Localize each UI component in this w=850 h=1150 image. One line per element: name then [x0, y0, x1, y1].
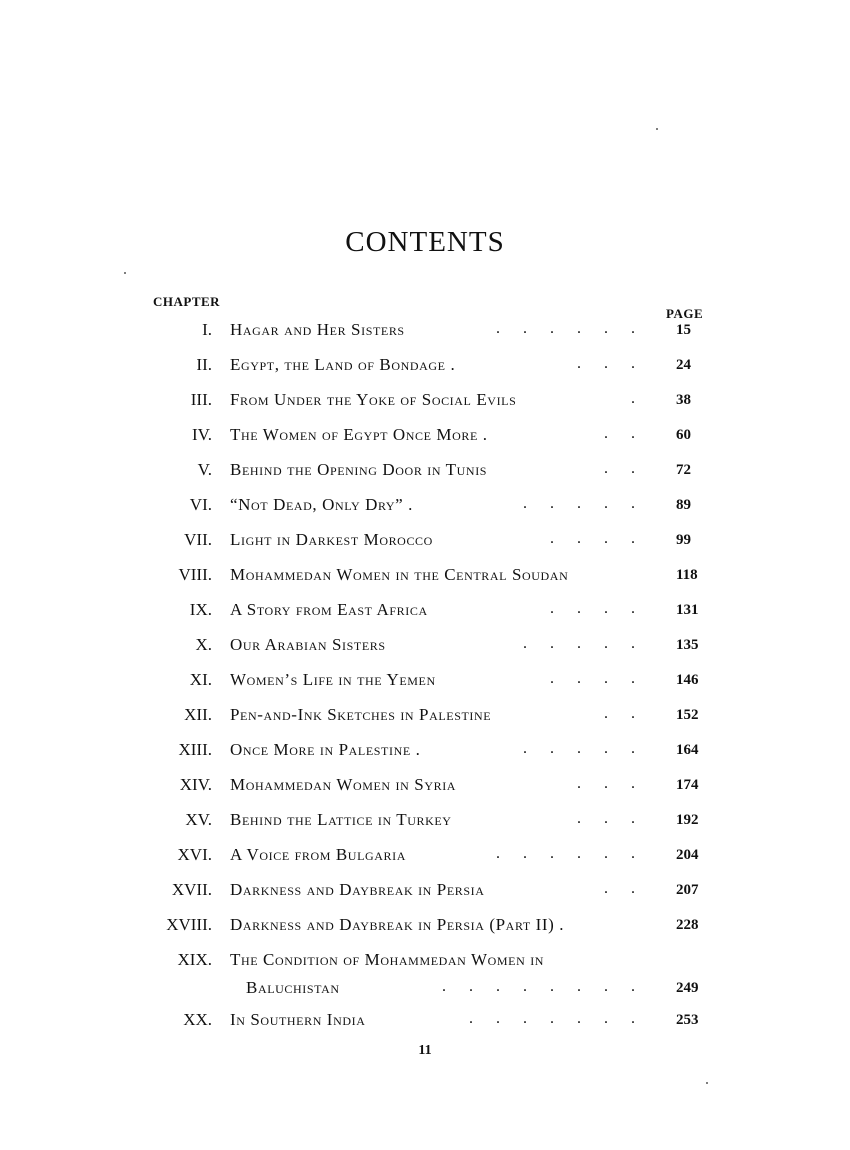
chapter-title: Our Arabian Sisters — [230, 635, 386, 654]
chapter-number: VI. — [189, 495, 212, 514]
page-number: 253 — [676, 1012, 699, 1028]
page-number: 192 — [676, 812, 699, 828]
chapter-title: Once More in Palestine . — [230, 740, 421, 759]
chapter-title: A Voice from Bulgaria — [230, 845, 407, 864]
toc-entry — [0, 845, 850, 875]
leader-dots: ... — [577, 355, 658, 372]
chapter-title: Behind the Opening Door in Tunis — [230, 460, 488, 479]
page-number: 118 — [676, 567, 698, 583]
toc-entry — [0, 600, 850, 630]
toc-entry — [0, 705, 850, 735]
chapter-number: XI. — [189, 670, 212, 689]
chapter-number: III. — [190, 390, 212, 409]
chapter-title: Women’s Life in the Yemen — [230, 670, 436, 689]
toc-entry — [0, 810, 850, 840]
toc-entry — [0, 390, 850, 420]
chapter-number: XIV. — [179, 775, 212, 794]
chapter-title: Mohammedan Women in Syria — [230, 775, 457, 794]
scan-speck — [706, 1082, 708, 1084]
chapter-number: XIX. — [177, 950, 212, 969]
chapter-column-heading: CHAPTER — [153, 294, 221, 309]
toc-entry — [0, 355, 850, 385]
page-number: 24 — [676, 357, 691, 373]
chapter-title: Hagar and Her Sisters — [230, 320, 405, 339]
leader-dots: .. — [604, 460, 658, 477]
leader-dots: ....... — [469, 1010, 658, 1027]
page-number: 146 — [676, 672, 699, 688]
page-title: CONTENTS — [345, 226, 505, 258]
page-column-heading: PAGE — [666, 306, 704, 321]
page-number: 72 — [676, 462, 691, 478]
leader-dots: ..... — [523, 495, 658, 512]
toc-entry — [0, 460, 850, 490]
leader-dots: ..... — [523, 635, 658, 652]
page-number: 164 — [676, 742, 699, 758]
chapter-title: From Under the Yoke of Social Evils — [230, 390, 517, 409]
leader-dots: .. — [604, 880, 658, 897]
leader-dots: .... — [550, 600, 658, 617]
chapter-title: The Condition of Mohammedan Women in — [230, 950, 545, 969]
toc-entry — [0, 1010, 850, 1040]
page-number: 204 — [676, 847, 699, 863]
page-number: 131 — [676, 602, 699, 618]
chapter-number: V. — [197, 460, 212, 479]
toc-entry — [0, 950, 850, 980]
leader-dots: ..... — [523, 740, 658, 757]
page-number: 135 — [676, 637, 699, 653]
page-folio: 11 — [418, 1043, 432, 1058]
toc-entry — [0, 425, 850, 455]
chapter-title: Mohammedan Women in the Central Soudan — [230, 565, 569, 584]
toc-entry — [0, 495, 850, 525]
chapter-number: XIII. — [178, 740, 212, 759]
toc-entry — [0, 320, 850, 350]
leader-dots: ... — [577, 775, 658, 792]
leader-dots: ...... — [496, 845, 658, 862]
leader-dots: .. — [604, 425, 658, 442]
chapter-number: IX. — [189, 600, 212, 619]
leader-dots: .... — [550, 530, 658, 547]
leader-dots: ...... — [496, 320, 658, 337]
chapter-number: XVIII. — [166, 915, 212, 934]
scan-speck — [656, 128, 658, 130]
chapter-title: Egypt, the Land of Bondage . — [230, 355, 456, 374]
page-number: 15 — [676, 322, 691, 338]
chapter-title: Baluchistan — [246, 978, 340, 997]
page-number: 60 — [676, 427, 691, 443]
chapter-title: In Southern India — [230, 1010, 366, 1029]
chapter-number: XV. — [185, 810, 212, 829]
leader-dots: .... — [550, 670, 658, 687]
page-number: 152 — [676, 707, 699, 723]
page-number: 228 — [676, 917, 699, 933]
page-number: 207 — [676, 882, 699, 898]
toc-entry — [0, 670, 850, 700]
toc-entry — [0, 915, 850, 945]
chapter-title: Light in Darkest Morocco — [230, 530, 433, 549]
chapter-title: A Story from East Africa — [230, 600, 428, 619]
page-number: 174 — [676, 777, 699, 793]
chapter-title: The Women of Egypt Once More . — [230, 425, 488, 444]
leader-dots: .. — [604, 705, 658, 722]
chapter-number: XVII. — [171, 880, 212, 899]
chapter-number: XVI. — [177, 845, 212, 864]
chapter-number: VIII. — [178, 565, 212, 584]
page-number: 249 — [676, 980, 699, 996]
leader-dots: . — [631, 390, 658, 407]
toc-entry — [0, 775, 850, 805]
chapter-number: I. — [202, 320, 212, 339]
toc-entry — [0, 530, 850, 560]
chapter-number: IV. — [192, 425, 212, 444]
chapter-title: Darkness and Daybreak in Persia (Part II) . — [230, 915, 565, 934]
chapter-title: Darkness and Daybreak in Persia — [230, 880, 485, 899]
chapter-number: XX. — [183, 1010, 212, 1029]
chapter-number: VII. — [184, 530, 212, 549]
chapter-number: II. — [196, 355, 212, 374]
toc-entry-continuation — [0, 978, 850, 1008]
page-number: 89 — [676, 497, 691, 513]
chapter-title: “Not Dead, Only Dry” . — [230, 495, 414, 514]
chapter-title: Pen-and-Ink Sketches in Palestine — [230, 705, 492, 724]
leader-dots: ........ — [442, 978, 658, 995]
chapter-number: XII. — [184, 705, 212, 724]
toc-entry — [0, 635, 850, 665]
toc-entry — [0, 565, 850, 595]
page-number: 99 — [676, 532, 691, 548]
chapter-number: X. — [195, 635, 212, 654]
scan-speck — [124, 272, 126, 274]
page-number: 38 — [676, 392, 691, 408]
leader-dots: ... — [577, 810, 658, 827]
toc-entry — [0, 740, 850, 770]
chapter-title: Behind the Lattice in Turkey — [230, 810, 452, 829]
toc-entry — [0, 880, 850, 910]
